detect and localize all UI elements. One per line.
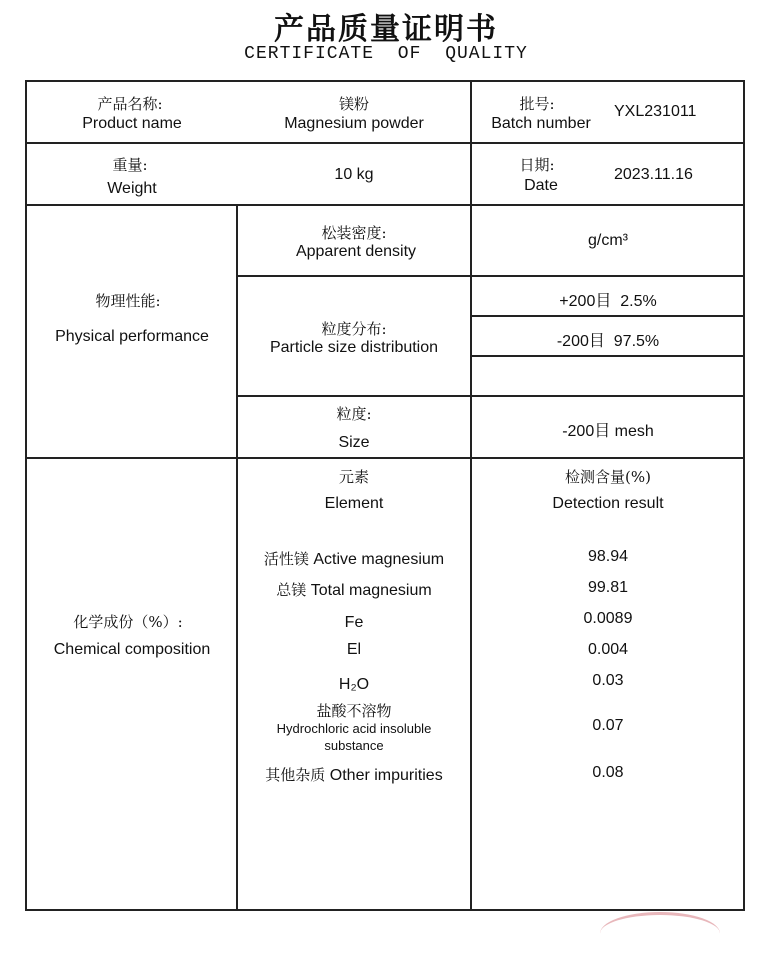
row-divider — [471, 355, 745, 357]
element-name-cn: 活性镁 — [263, 550, 309, 568]
psd-value: -200目 97.5% — [556, 333, 660, 350]
weight-value: 10 kg — [334, 166, 374, 183]
density-label-cn: 松装密度: — [321, 224, 387, 242]
row-divider — [237, 395, 745, 397]
row-divider — [25, 457, 745, 459]
element-name-cn: 其他杂质 — [265, 766, 326, 784]
table-row — [276, 579, 431, 600]
element-name-en: El — [346, 641, 362, 658]
table-border-right — [743, 80, 745, 911]
row-divider — [237, 275, 745, 277]
row-divider — [471, 315, 745, 317]
certificate-title-en: CERTIFICATE OF QUALITY — [244, 44, 528, 64]
element-value: 0.07 — [592, 717, 624, 734]
result-header-en: Detection result — [552, 495, 664, 512]
element-header-en: Element — [324, 495, 384, 512]
size-label-cn: 粒度: — [336, 405, 372, 423]
product-label-en: Product name — [82, 115, 182, 132]
density-label-en: Apparent density — [295, 243, 417, 260]
batch-value: YXL231011 — [614, 103, 697, 120]
weight-label-en: Weight — [107, 180, 157, 197]
physical-label-cn: 物理性能: — [95, 292, 161, 310]
chemical-label-cn: 化学成份（%）: — [73, 613, 183, 631]
element-value: 99.81 — [587, 579, 629, 596]
psd-label-en: Particle size distribution — [269, 339, 439, 356]
density-value: g/cm³ — [588, 232, 628, 249]
physical-label-en: Physical performance — [55, 328, 209, 345]
table-border-bottom — [25, 909, 745, 911]
table-row — [265, 764, 442, 785]
column-divider — [470, 80, 472, 911]
batch-label-en: Batch number — [491, 115, 591, 132]
date-label-en: Date — [524, 177, 558, 194]
product-label-cn: 产品名称: — [97, 95, 163, 113]
element-header-cn: 元素 — [338, 468, 370, 486]
batch-label-cn: 批号: — [519, 95, 555, 113]
table-border-left — [25, 80, 27, 911]
element-value: 0.03 — [592, 672, 624, 689]
row-divider — [25, 204, 745, 206]
element-name-en: Active magnesium — [313, 551, 445, 568]
size-value: -200目 mesh — [562, 423, 654, 440]
date-label-cn: 日期: — [519, 156, 555, 174]
certificate-title-cn: 产品质量证明书 — [274, 12, 498, 47]
element-name-cn: 盐酸不溶物 — [316, 702, 392, 720]
element-value: 0.08 — [592, 764, 624, 781]
weight-label-cn: 重量: — [112, 156, 148, 174]
size-label-en: Size — [338, 434, 370, 451]
column-divider — [236, 204, 238, 911]
result-header-cn: 检测含量(%) — [565, 468, 651, 486]
table-border-top — [25, 80, 745, 82]
element-name-cn: 总镁 — [276, 581, 307, 599]
seal-stamp-edge — [600, 912, 720, 955]
element-value: 0.0089 — [583, 610, 633, 627]
table-row — [264, 548, 444, 569]
element-value: 98.94 — [587, 548, 629, 565]
chemical-label-en: Chemical composition — [53, 641, 211, 658]
element-value: 0.004 — [587, 641, 629, 658]
row-divider — [25, 142, 745, 144]
element-name-en: H₂O — [338, 676, 370, 693]
psd-label-cn: 粒度分布: — [321, 320, 387, 338]
element-name-en: Hydrochloric acid insoluble substance — [276, 721, 432, 753]
date-value: 2023.11.16 — [614, 166, 693, 183]
product-value-cn: 镁粉 — [338, 95, 370, 113]
element-name-en: Fe — [344, 614, 364, 631]
psd-value: +200目 2.5% — [559, 293, 657, 310]
element-name-en: Total magnesium — [310, 582, 432, 599]
product-value-en: Magnesium powder — [284, 115, 424, 132]
element-name-en: Other impurities — [329, 767, 443, 784]
